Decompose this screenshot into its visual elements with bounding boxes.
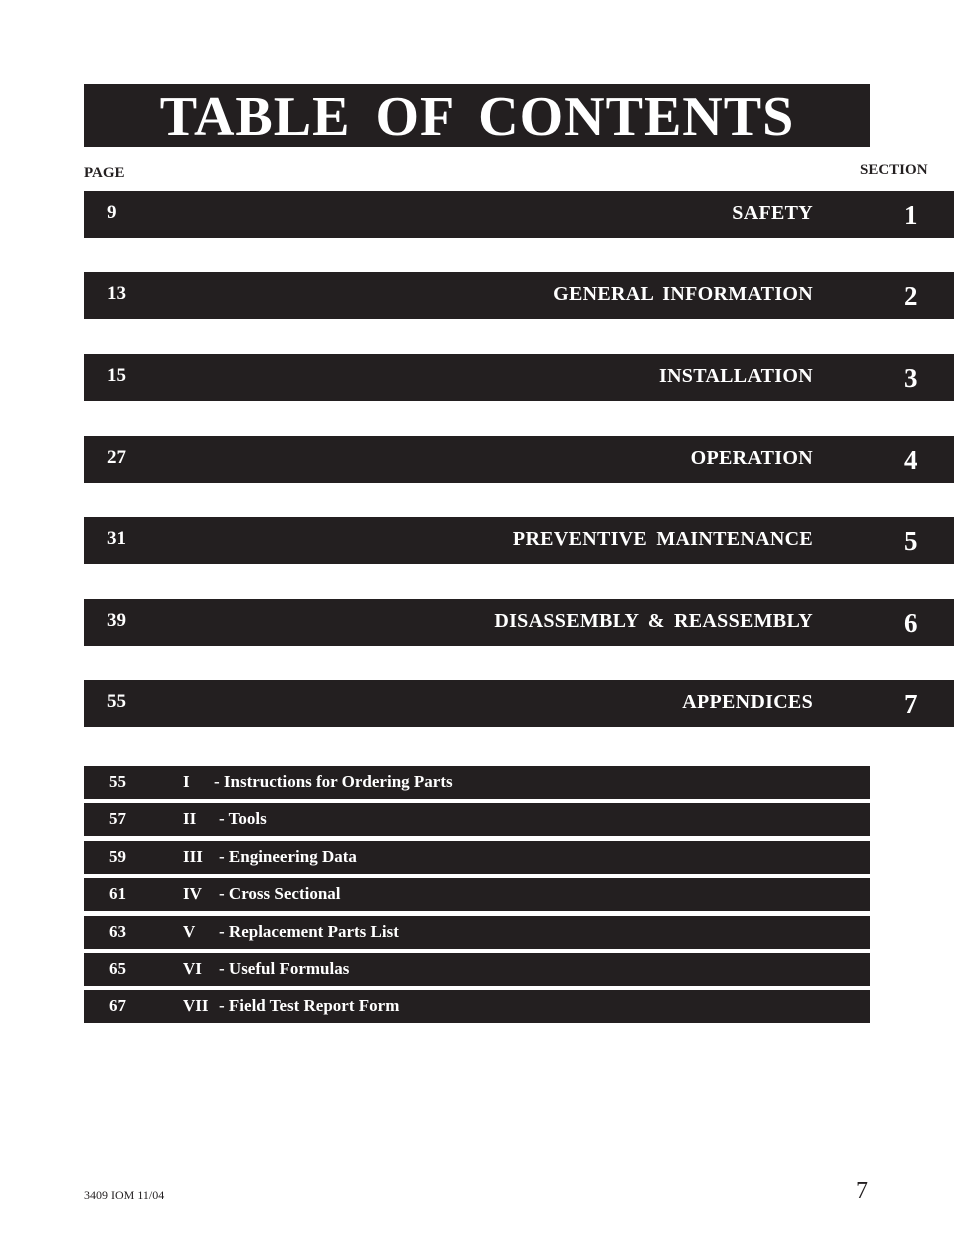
appendix-numeral: II: [183, 809, 197, 828]
toc-page-number: 55: [107, 691, 126, 712]
section-number: 6: [904, 608, 918, 638]
appendix-numeral: IV: [183, 884, 202, 903]
toc-page-number: 9: [107, 202, 117, 223]
appendix-numeral: VI: [183, 959, 202, 978]
toc-entry-preventive-maintenance[interactable]: [84, 517, 870, 564]
section-number: 4: [904, 445, 918, 475]
toc-entry-appendices[interactable]: [84, 680, 870, 727]
toc-section-title: PREVENTIVE MAINTENANCE: [512, 528, 813, 550]
toc-entry-operation[interactable]: [84, 436, 870, 483]
section-number: 3: [904, 363, 918, 393]
appendix-numeral: VII: [183, 996, 209, 1015]
appendix-title: - Field Test Report Form: [219, 996, 400, 1015]
appendix-entry-useful-formulas[interactable]: [84, 953, 870, 986]
appendix-entry-replacement-parts[interactable]: [84, 916, 870, 949]
appendix-page-number: 57: [109, 809, 126, 828]
toc-section-title: GENERAL INFORMATION: [553, 283, 813, 305]
toc-section-title: SAFETY: [732, 202, 813, 224]
section-tab-3[interactable]: [870, 354, 954, 401]
document-code: 3409 IOM 11/04: [84, 1188, 165, 1202]
appendix-page-number: 55: [109, 772, 126, 791]
toc-entry-disassembly-reassembly[interactable]: [84, 599, 870, 646]
toc-entry-safety[interactable]: [84, 191, 870, 238]
page-number: 7: [856, 1178, 868, 1204]
page-column-label: PAGE: [84, 165, 125, 181]
appendix-entry-engineering-data[interactable]: [84, 841, 870, 874]
toc-section-title: INSTALLATION: [658, 365, 813, 387]
title-banner: [84, 84, 870, 147]
toc-page-number: 39: [107, 610, 126, 631]
section-tab-6[interactable]: [870, 599, 954, 646]
toc-section-title: APPENDICES: [682, 691, 813, 713]
toc-entry-general-information[interactable]: [84, 272, 870, 319]
appendix-entry-field-test-report[interactable]: [84, 990, 870, 1023]
toc-page-number: 27: [107, 447, 126, 468]
appendix-page-number: 67: [109, 996, 126, 1015]
toc-page-number: 13: [107, 283, 126, 304]
appendix-numeral: I: [183, 772, 190, 791]
toc-section-title: DISASSEMBLY & REASSEMBLY: [494, 610, 813, 632]
appendix-entry-cross-sectional[interactable]: [84, 878, 870, 911]
section-number: 2: [904, 281, 918, 311]
appendix-page-number: 63: [109, 922, 126, 941]
section-tab-7[interactable]: [870, 680, 954, 727]
toc-entry-installation[interactable]: [84, 354, 870, 401]
appendix-entry-ordering-parts[interactable]: [84, 766, 870, 799]
appendix-entry-tools[interactable]: [84, 803, 870, 836]
appendix-page-number: 59: [109, 847, 126, 866]
appendix-title: - Useful Formulas: [219, 959, 350, 978]
appendix-title: - Cross Sectional: [219, 884, 341, 903]
toc-section-title: OPERATION: [690, 447, 813, 469]
section-tab-1[interactable]: [870, 191, 954, 238]
appendix-page-number: 65: [109, 959, 126, 978]
section-column-label: SECTION: [860, 162, 928, 178]
section-tab-2[interactable]: [870, 272, 954, 319]
appendix-title: - Replacement Parts List: [219, 922, 399, 941]
section-number: 7: [904, 689, 918, 719]
appendix-title: - Engineering Data: [219, 847, 357, 866]
toc-page-number: 15: [107, 365, 126, 386]
appendix-title: - Instructions for Ordering Parts: [214, 772, 453, 791]
section-number: 5: [904, 526, 918, 556]
section-tab-5[interactable]: [870, 517, 954, 564]
section-tab-4[interactable]: [870, 436, 954, 483]
page-title: TABLE OF CONTENTS: [159, 85, 795, 148]
appendix-numeral: III: [183, 847, 203, 866]
appendix-page-number: 61: [109, 884, 126, 903]
toc-page-number: 31: [107, 528, 126, 549]
appendix-numeral: V: [183, 922, 196, 941]
appendix-title: - Tools: [219, 809, 267, 828]
section-number: 1: [904, 200, 918, 230]
